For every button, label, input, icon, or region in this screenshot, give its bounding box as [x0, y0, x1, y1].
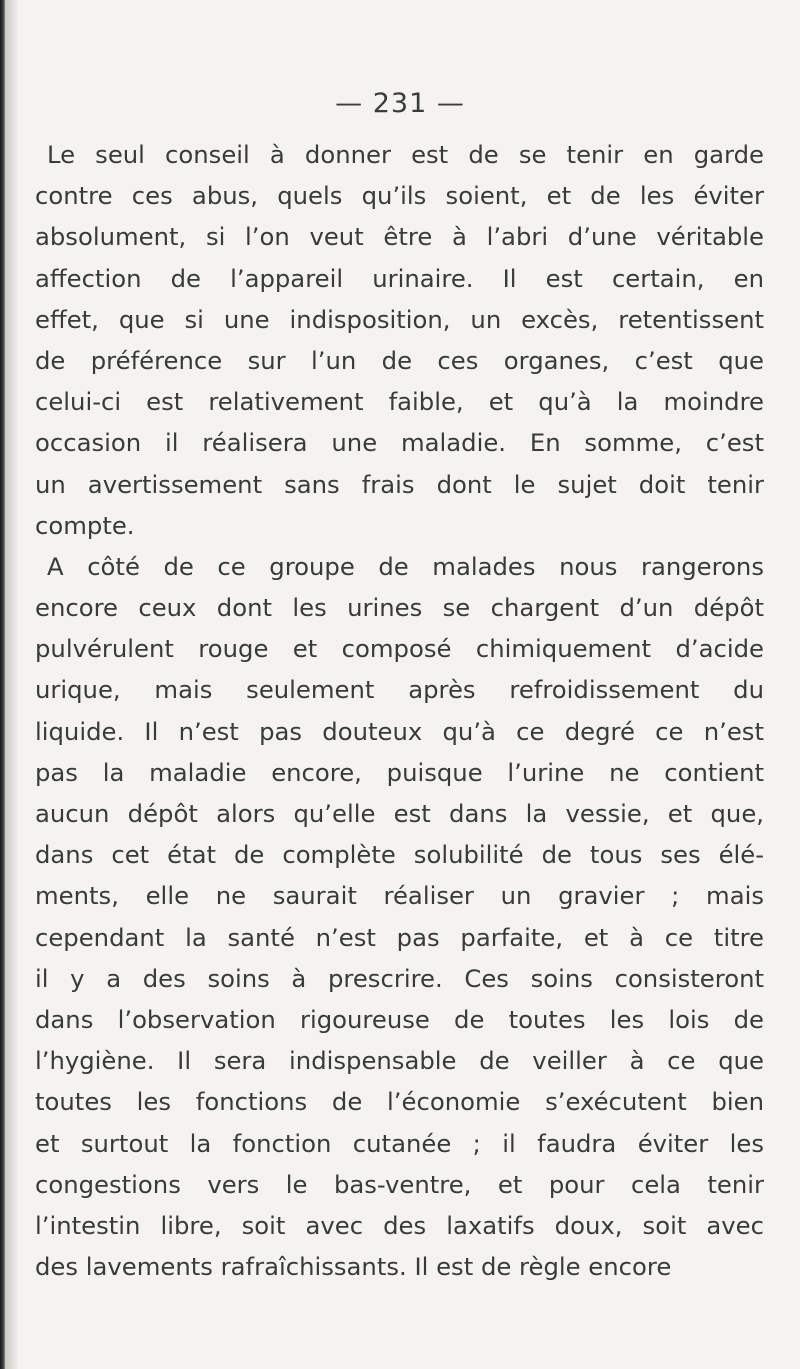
text-line: l’intestin libre, soit avec des laxatifs doux, soit avec	[35, 1210, 764, 1240]
text-line: compte.	[35, 510, 135, 540]
text-line: occasion il réalisera une maladie. En somme, c’est	[35, 428, 764, 458]
text-line: effet, que si une indisposition, un excès, retentissent	[35, 304, 764, 334]
text-line: Le seul conseil à donner est de se tenir en garde	[47, 140, 764, 169]
text-line: liquide. Il n’est pas douteux qu’à ce degré ce n’est	[35, 716, 764, 746]
text-line: absolument, si l’on veut être à l’abri d’une véritable	[35, 222, 764, 252]
page-binding-shadow	[5, 0, 19, 1369]
text-line: urique, mais seulement après refroidissement du	[35, 675, 764, 705]
text-line: aucun dépôt alors qu’elle est dans la vessie, et que,	[35, 799, 764, 828]
text-line: A côté de ce groupe de malades nous rangerons	[47, 551, 764, 581]
text-line: toutes les fonctions de l’économie s’exécutent bien	[35, 1087, 764, 1117]
text-line: un avertissement sans frais dont le sujet doit tenir	[35, 469, 764, 499]
text-line: et surtout la fonction cutanée ; il faudra éviter les	[35, 1128, 764, 1158]
text-line: l’hygiène. Il sera indispensable de veiller à ce que	[35, 1046, 764, 1076]
text-line: encore ceux dont les urines se chargent d’un dépôt	[35, 593, 764, 623]
text-line: cependant la santé n’est pas parfaite, et à ce titre	[35, 922, 764, 952]
text-line: ments, elle ne saurait réaliser un gravier ; mais	[35, 881, 764, 911]
page-number: — 231 —	[335, 88, 465, 119]
text-line: pas la maladie encore, puisque l’urine ne contient	[35, 757, 764, 787]
text-line: il y a des soins à prescrire. Ces soins consisteront	[35, 963, 764, 993]
text-line: contre ces abus, quels qu’ils soient, et de les éviter	[35, 181, 764, 211]
text-line: pulvérulent rouge et composé chimiquement d’acide	[35, 634, 764, 664]
text-line: affection de l’appareil urinaire. Il est certain, en	[35, 263, 764, 293]
text-line: dans l’observation rigoureuse de toutes les lois de	[35, 1004, 764, 1034]
text-line: dans cet état de complète solubilité de tous ses élé-	[35, 840, 764, 870]
body-text	[35, 134, 764, 1287]
text-line: de préférence sur l’un de ces organes, c’est que	[35, 345, 764, 375]
text-line: celui-ci est relativement faible, et qu’à la moindre	[35, 387, 764, 417]
paragraph	[35, 134, 764, 546]
text-line: congestions vers le bas-ventre, et pour cela tenir	[35, 1169, 764, 1199]
text-line: des lavements rafraîchissants. Il est de règle encore	[35, 1252, 672, 1282]
paragraph	[35, 546, 764, 1287]
